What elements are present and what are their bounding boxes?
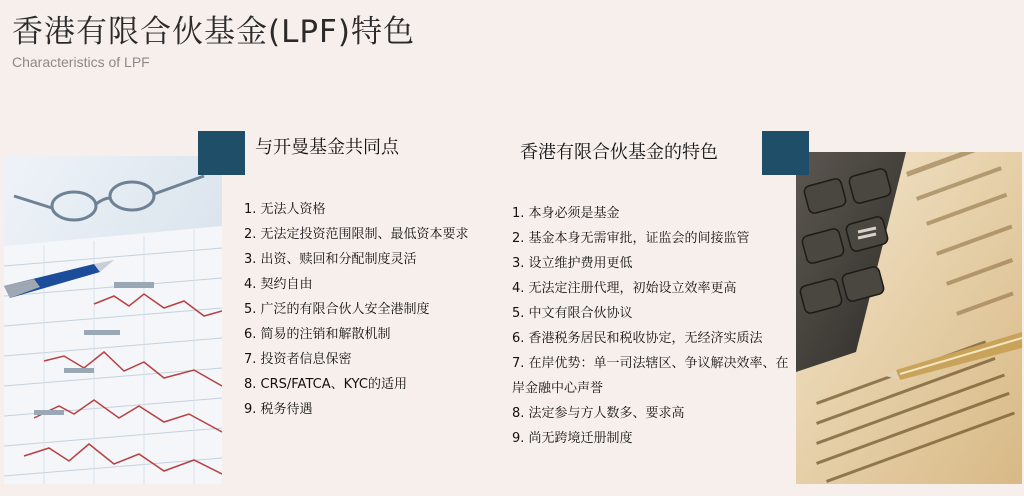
calculator-newspaper-photo (796, 152, 1022, 484)
list-item: 3. 出资、赎回和分配制度灵活 (244, 252, 417, 267)
list-item: 5. 广泛的有限合伙人安全港制度 (244, 302, 430, 317)
page-subtitle: Characteristics of LPF (12, 54, 150, 70)
list-item: 2. 基金本身无需审批，证监会的间接监管 (512, 231, 750, 246)
list-item: 8. 法定参与方人数多、要求高 (512, 406, 685, 421)
accent-block-left (198, 131, 245, 175)
list-item: 6. 简易的注销和解散机制 (244, 327, 391, 342)
list-item: 1. 本身必须是基金 (512, 206, 620, 221)
list-item: 2. 无法定投资范围限制、最低资本要求 (244, 227, 469, 242)
list-item: 1. 无法人资格 (244, 202, 326, 217)
list-item: 7. 在岸优势：单一司法辖区、争议解决效率、在岸金融中心声誉 (512, 356, 789, 396)
list-item: 9. 税务待遇 (244, 402, 313, 417)
list-item: 3. 设立维护费用更低 (512, 256, 633, 271)
page-title: 香港有限合伙基金(LPF)特色 (12, 14, 415, 50)
financial-charts-photo (4, 156, 222, 484)
list-item: 7. 投资者信息保密 (244, 352, 352, 367)
accent-block-right (762, 131, 809, 175)
right-feature-list (512, 201, 792, 451)
list-item: 9. 尚无跨境迁册制度 (512, 431, 633, 446)
list-item: 8. CRS/FATCA、KYC的适用 (244, 377, 407, 392)
list-item: 6. 香港税务居民和税收协定，无经济实质法 (512, 331, 763, 346)
list-item: 5. 中文有限合伙协议 (512, 306, 633, 321)
left-feature-list (244, 197, 488, 422)
list-item: 4. 无法定注册代理，初始设立效率更高 (512, 281, 737, 296)
list-item: 4. 契约自由 (244, 277, 313, 292)
right-section-heading: 香港有限合伙基金的特色 (520, 142, 718, 163)
left-section-heading: 与开曼基金共同点 (255, 137, 399, 158)
